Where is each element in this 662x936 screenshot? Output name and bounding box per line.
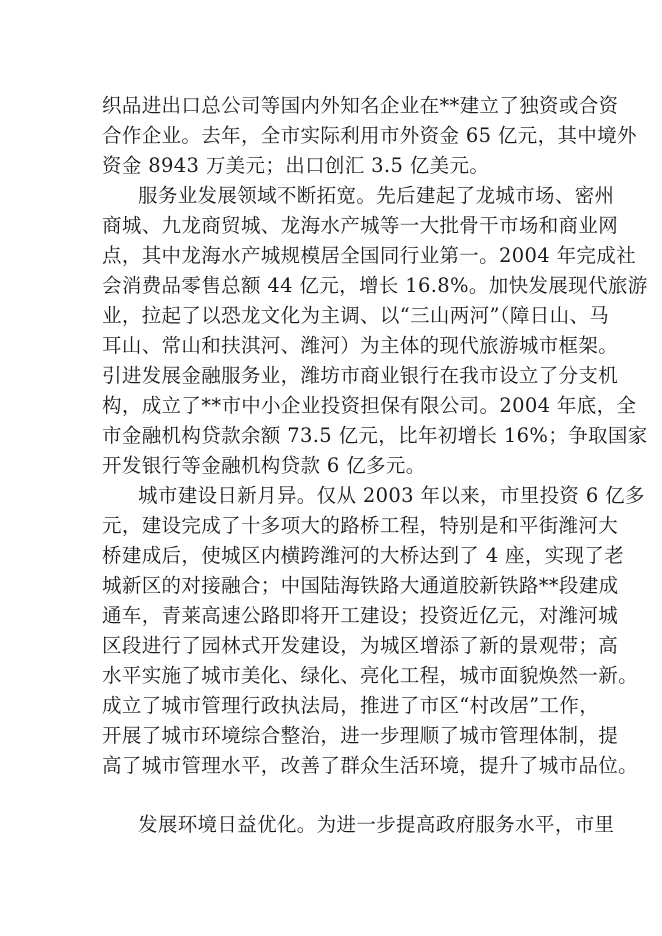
text-line: 元，建设完成了十多项大的路桥工程，特别是和平街潍河大	[102, 514, 619, 537]
paragraph-start-line: 服务业发展领域不断拓宽。先后建起了龙城市场、密州	[138, 184, 615, 207]
paragraph-start-line: 城市建设日新月异。仅从 2003 年以来，市里投资 6 亿多	[138, 484, 645, 507]
paragraph-start-line: 发展环境日益优化。为进一步提高政府服务水平，市里	[138, 813, 615, 836]
text-line: 成立了城市管理行政执法局，推进了市区“村改居”工作，	[102, 694, 600, 717]
text-line: 桥建成后，使城区内横跨潍河的大桥达到了 4 座，实现了老	[102, 544, 625, 567]
text-line: 点，其中龙海水产城规模居全国同行业第一。2004 年完成社	[102, 244, 636, 267]
text-line: 引进发展金融服务业，潍坊市商业银行在我市设立了分支机	[102, 364, 619, 387]
text-line: 构，成立了**市中小企业投资担保有限公司。2004 年底，全	[102, 394, 637, 417]
text-line: 区段进行了园林式开发建设，为城区增添了新的景观带；高	[102, 634, 619, 657]
text-line: 合作企业。去年，全市实际利用市外资金 65 亿元，其中境外	[102, 124, 637, 147]
text-line: 开发银行等金融机构贷款 6 亿多元。	[102, 454, 426, 477]
text-line: 耳山、常山和扶淇河、潍河）为主体的现代旅游城市框架。	[102, 334, 619, 357]
text-line: 通车，青莱高速公路即将开工建设；投资近亿元，对潍河城	[102, 604, 619, 627]
text-line: 业，拉起了以恐龙文化为主调、以“三山两河”（障日山、马	[102, 304, 610, 327]
text-line: 会消费品零售总额 44 亿元，增长 16.8%。加快发展现代旅游	[102, 274, 648, 297]
text-line: 商城、九龙商贸城、龙海水产城等一大批骨干市场和商业网	[102, 214, 619, 237]
text-line: 市金融机构贷款余额 73.5 亿元，比年初增长 16%；争取国家	[102, 424, 648, 447]
text-line: 高了城市管理水平，改善了群众生活环境，提升了城市品位。	[102, 754, 638, 777]
text-line: 城新区的对接融合；中国陆海铁路大通道胶新铁路**段建成	[102, 574, 619, 597]
text-line: 开展了城市环境综合整治，进一步理顺了城市管理体制，提	[102, 724, 619, 747]
text-line: 资金 8943 万美元；出口创汇 3.5 亿美元。	[102, 154, 490, 177]
text-line: 水平实施了城市美化、绿化、亮化工程，城市面貌焕然一新。	[102, 664, 638, 687]
text-line: 织品进出口总公司等国内外知名企业在**建立了独资或合资	[102, 94, 619, 117]
